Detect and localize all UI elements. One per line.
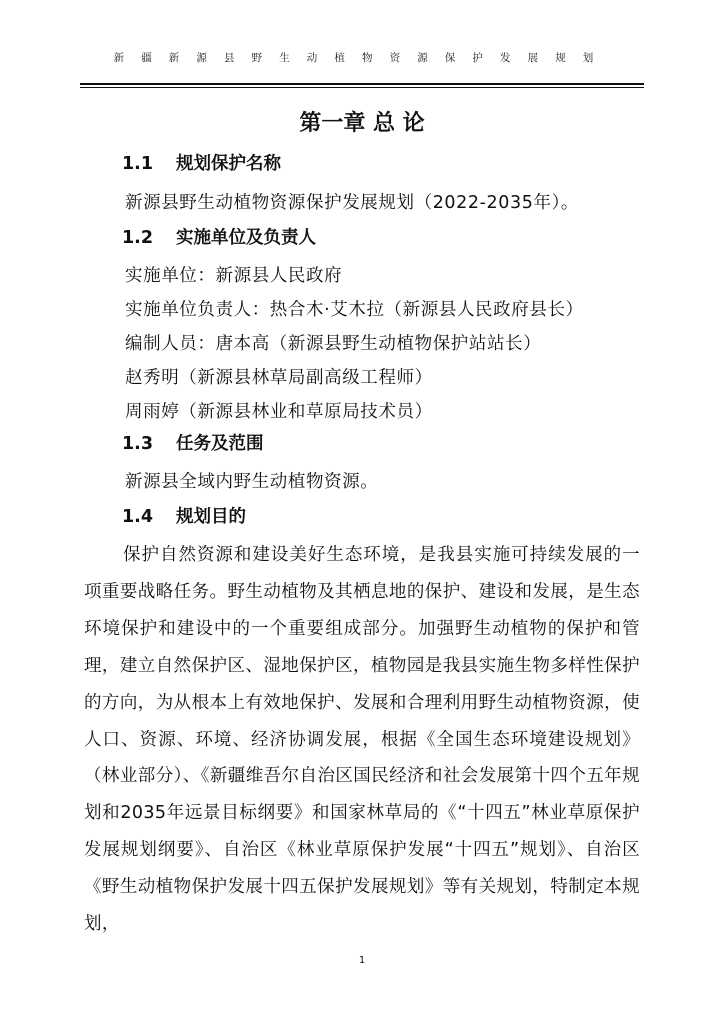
section-title: 实施单位及负责人 — [176, 228, 316, 248]
section-heading-1-2 — [122, 224, 316, 249]
scope-line: 新源县全域内野生动植物资源。 — [125, 472, 379, 492]
section-heading-1-4 — [122, 503, 246, 528]
header-rule-thin — [80, 87, 644, 88]
section-title: 规划保护名称 — [176, 154, 281, 174]
section-title: 规划目的 — [176, 507, 246, 527]
unit-leader-line: 实施单位负责人：热合木·艾木拉（新源县人民政府县长） — [125, 300, 584, 320]
chapter-title: 第一章 总 论 — [299, 111, 425, 136]
plan-name-line: 新源县野生动植物资源保护发展规划（2022-2035年）。 — [125, 193, 580, 213]
page-number: 1 — [358, 955, 366, 966]
header-rule-thick — [80, 83, 644, 85]
section-title: 任务及范围 — [176, 434, 264, 454]
running-header: 新疆新源县野生动植物资源保护发展规划 — [113, 52, 611, 64]
compiler-line-3: 周雨婷（新源县林业和草原局技术员） — [125, 402, 433, 422]
implementing-unit-line: 实施单位：新源县人民政府 — [125, 266, 343, 286]
compiler-line-1: 编制人员：唐本高（新源县野生动植物保护站站长） — [125, 334, 542, 354]
section-heading-1-3 — [122, 430, 264, 455]
section-number: 1.3 — [122, 434, 154, 454]
section-number: 1.2 — [122, 228, 154, 248]
section-number: 1.1 — [122, 154, 154, 174]
section-heading-1-1 — [122, 150, 281, 175]
compiler-line-2: 赵秀明（新源县林草局副高级工程师） — [125, 368, 433, 388]
section-number: 1.4 — [122, 507, 154, 527]
purpose-paragraph: 保护自然资源和建设美好生态环境，是我县实施可持续发展的一项重要战略任务。野生动植物及其栖息地的保护、建设和发展，是生态环境保护和建设中的一个重要组成部分。加强野生动植物的保护和管理，建立自然保护区、湿地保护区，植物园是我县实施生物多样性保护的方向，为从根本上有效地保护、发展和合理利用野生动植物资源，使人口、资源、环境、经济协调发展，根据《全国生态环境建设规划》（林业部分）、《新疆维吾尔自治区国民经济和社会发展第十四个五年规划和2035年远景目标纲要》和国家林草局的《“十四五”林业草原保护 发展规划纲要》、自治区《林业草原保护发展“十四五”规划》、自治区 《野生动植物保护发展十四五保护发展规划》等有关规划，特制定本规划， — [84, 545, 640, 935]
